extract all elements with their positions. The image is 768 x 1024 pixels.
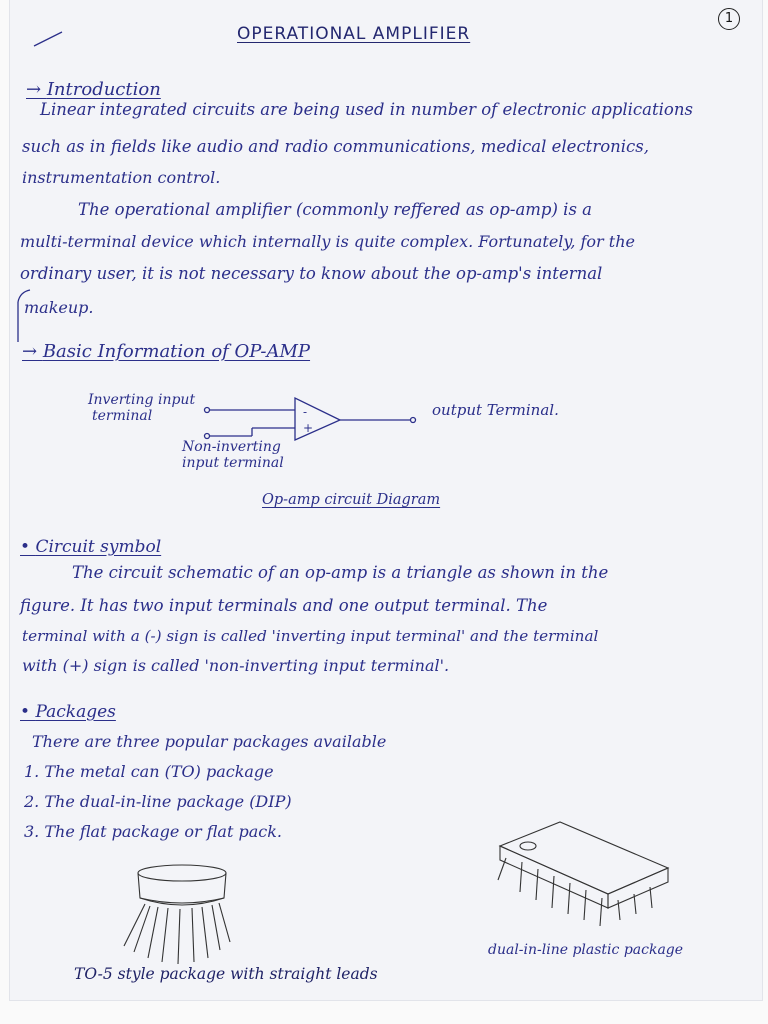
package-item-1: 1. The metal can (TO) package [24,762,274,781]
symbol-line-2: figure. It has two input terminals and one output terminal. The [20,596,548,615]
intro-line-6: ordinary user, it is not necessary to know about the op-amp's internal [20,264,603,283]
symbol-line-4: with (+) sign is called 'non-inverting input terminal'. [22,656,450,675]
packages-heading-text: Packages [35,702,116,722]
inverting-label-1: Inverting input [88,392,196,408]
packages-heading: • Packages [20,702,116,722]
symbol-line-1: The circuit schematic of an op-amp is a triangle as shown in the [72,563,609,582]
noninverting-label-2: input terminal [182,455,284,471]
basic-heading-text: Basic Information of OP-AMP [42,341,311,362]
intro-line-1: Linear integrated circuits are being used in number of electronic applications [40,100,693,119]
intro-heading: → Introduction [26,79,161,100]
intro-line-5: multi-terminal device which internally is quite complex. Fortunately, for the [20,232,635,251]
opamp-plus-sign: + [303,421,314,435]
intro-line-2: such as in fields like audio and radio communications, medical electronics, [22,137,649,156]
intro-line-3: instrumentation control. [22,168,221,187]
symbol-heading: • Circuit symbol [20,537,162,557]
output-label: output Terminal. [432,401,559,419]
basic-heading: → Basic Information of OP-AMP [22,341,311,362]
packages-intro: There are three popular packages available [32,732,387,751]
symbol-line-3: terminal with a (-) sign is called 'inverting input terminal' and the terminal [22,627,599,645]
intro-heading-text: Introduction [46,79,161,100]
diagram-caption: Op-amp circuit Diagram [262,492,441,508]
noninverting-label-1: Non-inverting [182,439,281,455]
page-number: 1 [718,8,740,30]
intro-line-7: makeup. [24,298,94,317]
opamp-minus-sign: - [303,405,308,419]
package-item-2: 2. The dual-in-line package (DIP) [24,792,292,811]
intro-line-4: The operational amplifier (commonly reffered as op-amp) is a [78,200,593,219]
to5-caption: TO-5 style package with straight leads [74,965,378,983]
page-title: OPERATIONAL AMPLIFIER [237,24,471,44]
symbol-heading-text: Circuit symbol [35,537,162,557]
inverting-label-2: terminal [92,408,153,424]
package-item-3: 3. The flat package or flat pack. [24,822,282,841]
dip-caption: dual-in-line plastic package [488,942,684,958]
